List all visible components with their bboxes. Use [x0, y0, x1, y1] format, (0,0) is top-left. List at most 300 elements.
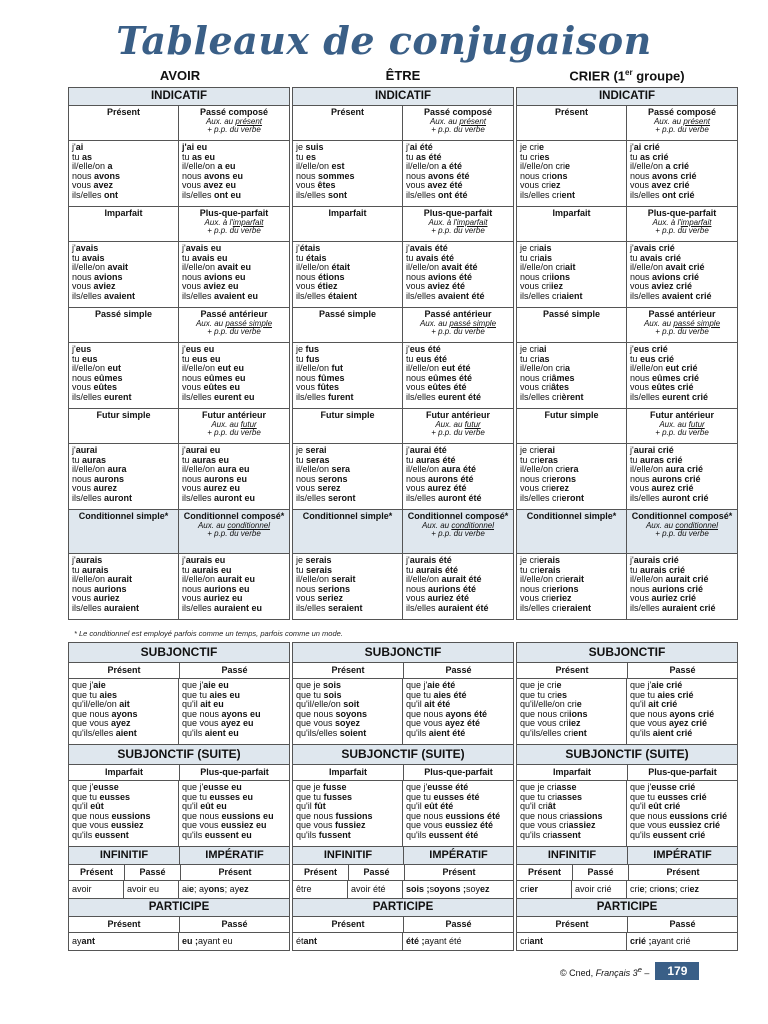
- conjugated-form: il/elle/on a eu: [182, 161, 236, 172]
- conjugated-form: nous avons crié: [630, 170, 697, 181]
- tense-label-row: [293, 308, 513, 343]
- verb-column-lower: [292, 642, 514, 951]
- compound-tense-name: Passé antérieur: [200, 309, 268, 319]
- conjugated-form: nous avions eu: [182, 271, 246, 282]
- conjugated-form: il/elle/on aura crié: [630, 464, 704, 475]
- conjugated-form: nous aurions: [72, 583, 127, 594]
- conjugated-form: vous étiez: [296, 281, 338, 292]
- compound-tense-forms: [627, 141, 737, 206]
- verb-name: CRIER (1er groupe): [569, 68, 685, 84]
- compound-tense-label: [627, 308, 737, 342]
- participe-subheader: [293, 917, 513, 933]
- conjugated-form: qu'ils eussent: [72, 829, 129, 840]
- verb-column: [516, 87, 738, 620]
- compound-tense-forms: [403, 141, 513, 206]
- subjonctif-table: [292, 642, 514, 951]
- conjugated-form: il/elle/on était: [296, 262, 351, 273]
- conjugated-form: nous criions: [520, 271, 571, 282]
- subjonctif-suite-subheader: [517, 765, 737, 781]
- indicatif-table: [292, 87, 514, 620]
- infinitif-subheader: [69, 865, 289, 881]
- forms-list: [182, 345, 286, 403]
- conjugated-form: qu'ils aient crié: [630, 727, 693, 738]
- conjugated-form: il/elle/on criera: [520, 464, 579, 475]
- forms-list: [406, 783, 510, 841]
- conjugated-form: que tu aies été: [406, 689, 467, 700]
- verb-name: AVOIR: [159, 68, 201, 83]
- tense-label-row: [293, 207, 513, 242]
- forms-list: [182, 244, 286, 302]
- conjugated-form: nous eûmes été: [406, 372, 473, 383]
- conjugated-form: nous aurions été: [406, 583, 477, 594]
- conjugated-form: nous aurons: [72, 473, 125, 484]
- conjugated-form: j'avais été: [406, 243, 448, 253]
- conjugated-form: tu es: [296, 151, 317, 162]
- conjugated-form: tu étais: [296, 252, 327, 263]
- conjugated-form: j'avais eu: [182, 243, 222, 253]
- conjugated-form: que j'aie: [72, 680, 106, 690]
- conjugated-form: j'étais: [296, 243, 321, 253]
- conjugated-form: ils/elles ont été: [406, 189, 468, 200]
- forms-list: [72, 143, 175, 201]
- subj-imparfait-forms: [293, 781, 403, 846]
- forms-list: [182, 681, 286, 739]
- conjugated-form: que vous eussiez été: [406, 820, 494, 831]
- compound-tense-forms: [403, 242, 513, 307]
- simple-tense-label: Passé simple: [517, 308, 627, 342]
- subjonctif-suite-forms-row: [293, 781, 513, 847]
- conjugated-form: que nous ayons: [72, 708, 138, 719]
- conjugated-form: qu'ils fussent: [296, 829, 351, 840]
- forms-list: [406, 345, 510, 403]
- conjugated-form: que tu aies: [72, 689, 118, 700]
- conjugated-form: que nous ayons crié: [630, 708, 715, 719]
- simple-tense-label: Passé simple: [69, 308, 179, 342]
- subj-pqp-forms: [403, 781, 513, 846]
- conjugated-form: que vous ayez été: [406, 718, 481, 729]
- compound-tense-forms: [627, 242, 737, 307]
- tense-forms-row: [517, 444, 737, 510]
- conjugated-form: je criais: [520, 243, 552, 253]
- conjugated-form: qu'il fût: [296, 801, 326, 812]
- aux-note: Aux. à l'imparfait + p.p. du verbe: [204, 217, 264, 236]
- conjugated-form: j'aurai eu: [182, 445, 221, 455]
- conjugated-form: que nous criassions: [520, 810, 603, 821]
- forms-list: [72, 244, 175, 302]
- tense-forms-row: [293, 554, 513, 620]
- conjugated-form: qu'ils eussent eu: [182, 829, 252, 840]
- conjugated-form: que tu eusses été: [406, 791, 480, 802]
- conjugated-form: qu'il eût eu: [182, 801, 227, 812]
- conjugated-form: je serai: [296, 445, 327, 455]
- inf-present-label: Présent: [293, 865, 349, 880]
- conjugated-form: que nous eussions eu: [182, 810, 274, 821]
- conjugated-form: tu criais: [520, 252, 553, 263]
- subjonctif-subheader: [293, 663, 513, 679]
- page-number: 179: [655, 962, 699, 980]
- conjugated-form: nous crierons: [520, 473, 577, 484]
- part-passe-value: eu ; ayant eu: [182, 935, 233, 946]
- conjugated-form: il/elle/on est: [296, 161, 345, 172]
- conjugated-form: vous aurez été: [406, 483, 467, 494]
- conjugated-form: il/elle/on a crié: [630, 161, 690, 172]
- infinitif-subheader: [293, 865, 513, 881]
- conjugated-form: que nous eussions: [72, 810, 151, 821]
- aux-note: Aux. au présent + p.p. du verbe: [429, 116, 487, 135]
- aux-note: Aux. au présent + p.p. du verbe: [653, 116, 711, 135]
- conjugated-form: qu'il/elle/on crie: [520, 699, 582, 710]
- forms-list: [630, 681, 734, 739]
- subjonctif-suite-forms-row: [69, 781, 289, 847]
- conjugated-form: qu'il ait eu: [182, 699, 224, 710]
- conjugated-form: nous serions: [296, 583, 351, 594]
- conjugated-form: nous sommes: [296, 170, 355, 181]
- conjugated-form: ils/elles crieraient: [520, 602, 592, 613]
- conjugated-form: qu'ils aient eu: [182, 727, 239, 738]
- conjugated-form: tu auras été: [406, 454, 456, 465]
- conjugated-form: que tu sois: [296, 689, 342, 700]
- compound-tense-name: Passé composé: [199, 107, 269, 117]
- forms-list: [182, 143, 286, 201]
- subj-pqp-label: Plus-que-parfait: [648, 766, 717, 777]
- conjugated-form: j'eus: [72, 344, 92, 354]
- conjugated-form: nous serons: [296, 473, 348, 484]
- conjugated-form: qu'il criât: [520, 801, 556, 812]
- forms-list: [406, 681, 510, 739]
- conjugated-form: nous crions: [520, 170, 568, 181]
- compound-tense-label: [403, 308, 513, 342]
- verb-column: [68, 87, 290, 620]
- imp-present-value: cri e ; cri ons ; cri ez: [630, 883, 700, 894]
- participe-header: PARTICIPE: [69, 899, 289, 917]
- imp-present-label: Présent: [218, 866, 252, 877]
- subj-present-forms: [293, 679, 403, 744]
- conjugated-form: que vous ayez: [72, 718, 131, 729]
- forms-list: [72, 783, 175, 841]
- conjugated-form: vous eûtes eu: [182, 382, 241, 393]
- subj-present-label: Présent: [517, 663, 628, 678]
- subjonctif-header: SUBJONCTIF: [517, 643, 737, 663]
- conjugated-form: il/elle/on eut: [72, 363, 122, 374]
- page-footer: [560, 962, 699, 980]
- conjugated-form: j'ai eu: [182, 142, 208, 152]
- conjugated-form: ils/elles criaient: [520, 290, 583, 301]
- inf-present-label: Présent: [517, 865, 573, 880]
- conjugated-form: que tu eusses eu: [182, 791, 254, 802]
- tense-label-row: [517, 308, 737, 343]
- part-present-label: Présent: [69, 917, 180, 932]
- part-passe-label: Passé: [445, 918, 472, 929]
- compound-tense-forms: [403, 554, 513, 619]
- conjugated-form: tu as eu: [182, 151, 216, 162]
- conjugated-form: ils/elles seront: [296, 492, 356, 503]
- conjugated-form: tu eus été: [406, 353, 448, 364]
- indicatif-header: INDICATIF: [293, 88, 513, 106]
- compound-tense-name: Passé antérieur: [424, 309, 492, 319]
- infinitif-header: INFINITIF: [293, 847, 404, 864]
- subj-passe-forms: [179, 679, 289, 744]
- inf-passe-label: Passé: [125, 865, 181, 880]
- tense-forms-row: [517, 343, 737, 409]
- simple-tense-label: Passé simple: [293, 308, 403, 342]
- tense-label-row: [69, 207, 289, 242]
- conjugated-form: nous avions été: [406, 271, 473, 282]
- conjugated-form: que vous eussiez eu: [182, 820, 267, 831]
- indicatif-header: INDICATIF: [69, 88, 289, 106]
- imp-present-label: Présent: [666, 866, 700, 877]
- compound-tense-forms: [403, 444, 513, 509]
- conjugated-form: ils/elles seraient: [296, 602, 363, 613]
- conjugated-form: que j'eusse crié: [630, 782, 696, 792]
- conjugated-form: tu eus eu: [182, 353, 221, 364]
- conjugated-form: ils/elles avaient crié: [630, 290, 712, 301]
- forms-list: [406, 244, 510, 302]
- subj-passe-label: Passé: [669, 664, 696, 675]
- inf-present-value: avoir: [69, 881, 124, 898]
- part-passe-value: été ; ayant été: [406, 935, 462, 946]
- conjugated-form: ils/elles eurent: [72, 391, 132, 402]
- part-present-value: ay ant: [69, 933, 179, 950]
- conjugated-form: qu'il/elle/on soit: [296, 699, 360, 710]
- forms-list: [630, 556, 734, 614]
- conjugated-form: vous crierez: [520, 483, 570, 494]
- conjugated-form: que j'eusse eu: [182, 782, 242, 792]
- conjugated-form: nous aurons crié: [630, 473, 701, 484]
- compound-tense-label: [403, 106, 513, 140]
- imperatif-header: IMPÉRATIF: [205, 848, 264, 861]
- compound-tense-label: [403, 409, 513, 443]
- infinitif-values: [69, 881, 289, 899]
- forms-list: [296, 244, 399, 302]
- conjugated-form: vous aurez eu: [182, 483, 241, 494]
- forms-list: [520, 244, 623, 302]
- aux-note: Aux. au conditionnel + p.p. du verbe: [197, 520, 271, 539]
- conjugated-form: que vous eussiez crié: [630, 820, 721, 831]
- forms-list: [520, 345, 623, 403]
- subjonctif-header: SUBJONCTIF: [69, 643, 289, 663]
- conjugated-form: que vous fussiez: [296, 820, 366, 831]
- subj-present-label: Présent: [69, 663, 180, 678]
- compound-tense-name: Futur antérieur: [201, 410, 266, 420]
- conjugated-form: que nous ayons été: [406, 708, 488, 719]
- subjonctif-forms-row: [69, 679, 289, 745]
- simple-tense-label: Conditionnel simple*: [293, 510, 403, 553]
- simple-tense-label: Imparfait: [69, 207, 179, 241]
- conjugated-form: que vous soyez: [296, 718, 361, 729]
- participe-header: PARTICIPE: [293, 899, 513, 917]
- conjugated-form: j'eus eu: [182, 344, 215, 354]
- participe-subheader: [69, 917, 289, 933]
- conjugated-form: ils/elles furent: [296, 391, 354, 402]
- conjugated-form: j'ai été: [406, 142, 433, 152]
- forms-list: [406, 143, 510, 201]
- conjugated-form: il/elle/on a: [72, 161, 113, 172]
- conjugated-form: vous crieriez: [520, 593, 572, 604]
- conjugated-form: je suis: [296, 142, 324, 152]
- forms-list: [72, 556, 175, 614]
- conjugated-form: tu aurais crié: [630, 564, 686, 575]
- aux-note: Aux. au futur + p.p. du verbe: [431, 419, 485, 438]
- conjugated-form: que je fusse: [296, 782, 347, 792]
- subj-pqp-forms: [627, 781, 737, 846]
- conjugated-form: qu'il ait crié: [630, 699, 678, 710]
- verb-name: ÊTRE: [385, 68, 421, 83]
- infinitif-header: INFINITIF: [517, 847, 628, 864]
- conjugated-form: nous avons: [72, 170, 121, 181]
- compound-tense-name: Conditionnel composé*: [407, 511, 509, 521]
- tense-forms-row: [293, 141, 513, 207]
- conjugated-form: ils/elles eurent été: [406, 391, 482, 402]
- conjugated-form: je serais: [296, 555, 332, 565]
- subj-passe-label: Passé: [221, 664, 248, 675]
- conjugated-form: vous êtes: [296, 180, 336, 191]
- conjugated-form: vous criâtes: [520, 382, 570, 393]
- conjugated-form: que tu criasses: [520, 791, 583, 802]
- conjugated-form: que vous eussiez: [72, 820, 144, 831]
- participe-subheader: [517, 917, 737, 933]
- conjugated-form: vous auriez eu: [182, 593, 243, 604]
- conjugated-form: il/elle/on avait: [72, 262, 129, 273]
- infinitif-values: [293, 881, 513, 899]
- compound-tense-forms: [179, 343, 289, 408]
- conjugated-form: vous auriez été: [406, 593, 470, 604]
- tense-label-row: [69, 409, 289, 444]
- compound-tense-forms: [627, 444, 737, 509]
- subj-pqp-label: Plus-que-parfait: [424, 766, 493, 777]
- tense-forms-row: [69, 242, 289, 308]
- conjugated-form: tu serais: [296, 564, 333, 575]
- tense-forms-row: [517, 554, 737, 620]
- conjugated-form: vous criez: [520, 180, 561, 191]
- conjugated-form: nous eûmes eu: [182, 372, 246, 383]
- conjugated-form: tu avais crié: [630, 252, 682, 263]
- conjugated-form: tu as: [72, 151, 93, 162]
- compound-tense-name: Passé composé: [423, 107, 493, 117]
- conjugated-form: tu eus crié: [630, 353, 675, 364]
- conjugated-form: que nous ayons eu: [182, 708, 261, 719]
- copyright: © Cned, Français 3e –: [560, 964, 650, 978]
- conjugated-form: ils/elles auront eu: [182, 492, 256, 503]
- conjugated-form: ils/elles avaient été: [406, 290, 485, 301]
- conjugated-form: il/elle/on criait: [520, 262, 576, 273]
- subj-pqp-label: Plus-que-parfait: [200, 766, 269, 777]
- part-passe-value: crié ; ayant crié: [630, 935, 691, 946]
- forms-list: [630, 244, 734, 302]
- tense-label-row: [517, 207, 737, 242]
- conjugated-form: nous fûmes: [296, 372, 345, 383]
- conjugated-form: nous aurions eu: [182, 583, 250, 594]
- imp-present-label: Présent: [442, 866, 476, 877]
- conjugated-form: tu crias: [520, 353, 550, 364]
- page-title: Tableaux de conjugaison: [116, 18, 652, 63]
- compound-tense-name: Conditionnel composé*: [183, 511, 285, 521]
- forms-list: [182, 556, 286, 614]
- simple-tense-label: Présent: [69, 106, 179, 140]
- compound-tense-forms: [179, 444, 289, 509]
- imperatif-header: IMPÉRATIF: [653, 848, 712, 861]
- inf-present-value: être: [293, 881, 348, 898]
- forms-list: [296, 143, 399, 201]
- conjugated-form: vous serez: [296, 483, 341, 494]
- simple-tense-forms: [517, 554, 627, 619]
- compound-tense-forms: [627, 554, 737, 619]
- conjugated-form: que j'aie crié: [630, 680, 683, 690]
- conjugated-form: vous eûtes été: [406, 382, 467, 393]
- inf-passe-label: Passé: [573, 865, 629, 880]
- simple-tense-forms: [293, 242, 403, 307]
- conjugated-form: tu avais: [72, 252, 105, 263]
- conjugated-form: nous étions: [296, 271, 345, 282]
- conjugated-form: ils/elles avaient: [72, 290, 136, 301]
- tense-forms-row: [293, 444, 513, 510]
- indicatif-header: INDICATIF: [517, 88, 737, 106]
- conjugated-form: qu'il eût été: [406, 801, 454, 812]
- conjugated-form: tu cries: [520, 151, 550, 162]
- conjugated-form: il/elle/on avait été: [406, 262, 478, 273]
- subjonctif-table: [68, 642, 290, 951]
- simple-tense-forms: [69, 141, 179, 206]
- conjugated-form: vous eûtes crié: [630, 382, 694, 393]
- conjugated-form: tu auras: [72, 454, 107, 465]
- conjugated-form: ils/elles ont: [72, 189, 119, 200]
- compound-tense-label: [179, 207, 289, 241]
- simple-tense-forms: [69, 343, 179, 408]
- indicatif-table: [516, 87, 738, 620]
- conjugated-form: j'aurais: [72, 555, 103, 565]
- conjugated-form: que je criasse: [520, 782, 577, 792]
- subj-passe-label: Passé: [445, 664, 472, 675]
- forms-list: [296, 556, 399, 614]
- conjugated-form: qu'il eût crié: [630, 801, 681, 812]
- conjugated-form: tu auras eu: [182, 454, 230, 465]
- infinitif-imperatif-header: [69, 847, 289, 865]
- conjugated-form: qu'ils eussent été: [406, 829, 479, 840]
- part-passe-label: Passé: [669, 918, 696, 929]
- forms-list: [296, 446, 399, 504]
- conjugated-form: que nous soyons: [296, 708, 368, 719]
- tense-label-row: [517, 510, 737, 554]
- conjugated-form: ils/elles auront: [72, 492, 133, 503]
- conjugated-form: j'avais crié: [630, 243, 675, 253]
- conjugated-form: tu as été: [406, 151, 442, 162]
- subj-present-forms: [69, 679, 179, 744]
- conjugated-form: j'aurais eu: [182, 555, 226, 565]
- compound-tense-label: [627, 207, 737, 241]
- tense-forms-row: [517, 141, 737, 207]
- simple-tense-label: Conditionnel simple*: [69, 510, 179, 553]
- conjugated-form: nous aurons eu: [182, 473, 248, 484]
- conjugated-form: que je crie: [520, 680, 562, 690]
- conjugated-form: ils/elles sont: [296, 189, 348, 200]
- conjugated-form: qu'ils/elles aient: [72, 727, 137, 738]
- conjugated-form: que je sois: [296, 680, 342, 690]
- conjugated-form: vous aviez eu: [182, 281, 239, 292]
- compound-tense-forms: [179, 141, 289, 206]
- subjonctif-forms-row: [293, 679, 513, 745]
- simple-tense-forms: [69, 554, 179, 619]
- subj-imparfait-label: Imparfait: [517, 765, 628, 780]
- tense-label-row: [69, 308, 289, 343]
- compound-tense-forms: [179, 554, 289, 619]
- aux-note: Aux. au présent + p.p. du verbe: [205, 116, 263, 135]
- subjonctif-suite-subheader: [293, 765, 513, 781]
- forms-list: [72, 345, 175, 403]
- conjugated-form: j'aurais été: [406, 555, 452, 565]
- conjugated-form: ils/elles eurent crié: [630, 391, 709, 402]
- conjugated-form: il/elle/on aura été: [406, 464, 477, 475]
- forms-list: [630, 783, 734, 841]
- conjugated-form: qu'ils aient été: [406, 727, 466, 738]
